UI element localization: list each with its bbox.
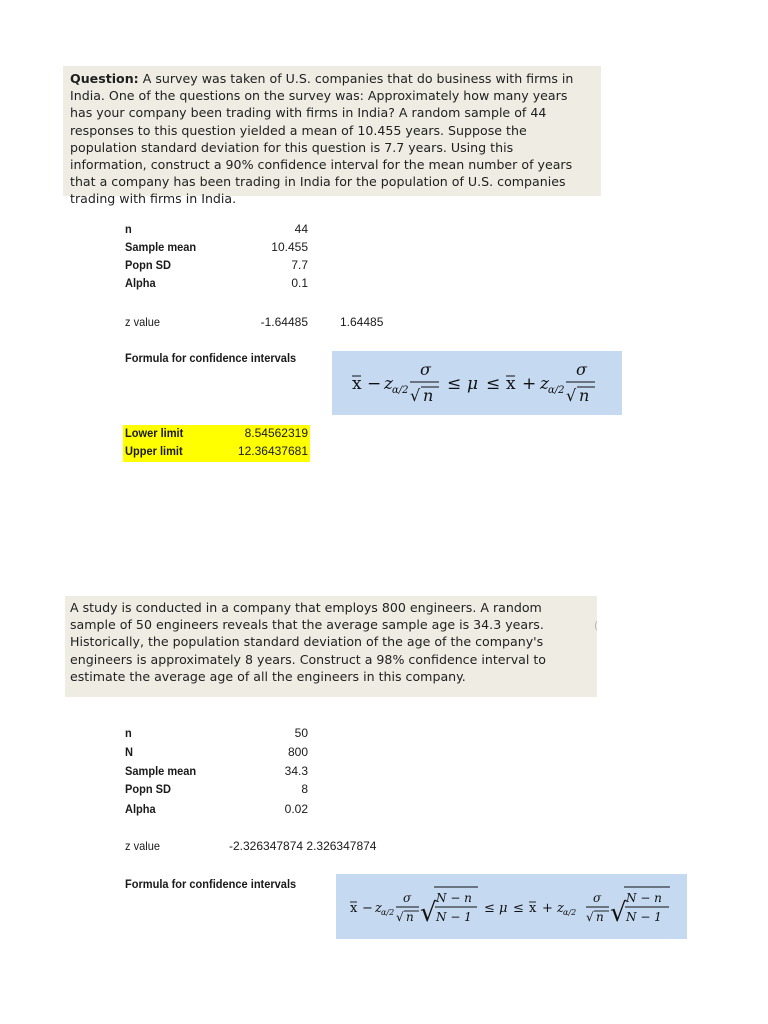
svg-text:μ: μ [499,901,508,916]
svg-text:√: √ [396,910,404,924]
svg-text:μ: μ [467,374,479,394]
lower-limit-value: 8.54562319 [244,426,308,440]
row-popn-sd-label: Popn SD [125,782,171,796]
formula-2-image [336,874,687,939]
svg-text:√: √ [410,386,421,405]
svg-text:n: n [596,910,604,924]
question-1-box [63,66,601,207]
svg-text:σ: σ [403,891,412,905]
row-n-label: n [125,726,132,740]
svg-text:√: √ [566,386,577,405]
row-n-value: 44 [294,222,308,236]
svg-text:n: n [579,386,590,405]
svg-text:N − n: N − n [626,891,662,905]
z-values: -2.326347874 2.326347874 [229,839,377,853]
upper-limit-label: Upper limit [125,444,183,458]
row-population-n-label: N [125,745,133,759]
z-value-label: z value [125,839,160,853]
svg-text:n: n [423,386,434,405]
svg-text:+: + [542,901,553,916]
row-n-label: n [125,222,132,236]
svg-text:x: x [350,901,358,916]
row-sample-mean-label: Sample mean [125,764,197,778]
svg-text:σ: σ [420,360,431,379]
svg-text:α/2: α/2 [381,908,395,917]
row-alpha-label: Alpha [125,276,156,290]
svg-text:α/2: α/2 [392,385,409,396]
svg-text:z: z [384,374,393,394]
z-value-label: z value [125,315,160,329]
z-value-upper: 1.64485 [340,315,384,329]
svg-text:x: x [352,374,362,394]
row-alpha-value: 0.02 [284,802,308,816]
svg-text:N − n: N − n [436,891,472,905]
svg-text:x: x [529,901,537,916]
lower-limit-label: Lower limit [125,426,184,440]
row-sample-mean-value: 34.3 [284,764,308,778]
row-n-value: 50 [294,726,308,740]
clipped-character: ( [594,619,599,632]
svg-text:z: z [540,374,549,394]
row-popn-sd-value: 7.7 [291,258,308,272]
svg-text:−: − [362,901,373,916]
question-1-text: A survey was taken of U.S. companies that do business with firms in India. One of the questions on the survey was: Approximately how many years has your company been trading with firms in India? A random sample of 44 responses to this question yielded a mean of 10.455 years. Suppose the population standard deviation for this question is 7.7 years. Using this information, construct a 90% confidence interval for the mean number of years that a company has been trading in India for the population of U.S. companies trading with firms in India. [70,71,574,207]
svg-text:+: + [522,374,537,394]
svg-text:N − 1: N − 1 [626,910,662,924]
formula-label: Formula for confidence intervals [125,877,297,891]
z-value-lower: -1.64485 [260,315,308,329]
row-popn-sd-value: 8 [301,782,308,796]
row-sample-mean-label: Sample mean [125,240,197,254]
svg-text:σ: σ [593,891,602,905]
row-alpha-label: Alpha [125,802,156,816]
svg-text:√: √ [586,910,594,924]
question-2-text: A study is conducted in a company that employs 800 engineers. A random sample of 50 engineers reveals that the average sample age is 34.3 years. Historically, the population standard deviation of the age of the company's engineers is approximately 8 years. Construct a 98% confidence interval to estimate the average age of all the engineers in this company. [70,600,547,684]
row-popn-sd-label: Popn SD [125,258,171,272]
row-alpha-value: 0.1 [291,276,308,290]
svg-text:α/2: α/2 [563,908,577,917]
svg-text:z: z [557,901,564,916]
row-sample-mean-value: 10.455 [271,240,308,254]
svg-text:√: √ [610,898,627,928]
question-label: Question: [70,71,139,86]
svg-text:−: − [367,374,382,394]
svg-text:≤: ≤ [513,901,524,916]
svg-text:≤: ≤ [447,374,462,394]
svg-text:√: √ [420,898,437,928]
svg-text:z: z [375,901,382,916]
svg-text:≤: ≤ [486,374,501,394]
question-2-box [65,596,597,697]
svg-text:σ: σ [576,360,587,379]
svg-text:x: x [506,374,516,394]
svg-text:N − 1: N − 1 [436,910,472,924]
formula-1-image [332,351,622,415]
row-population-n-value: 800 [287,745,308,759]
svg-text:α/2: α/2 [548,385,565,396]
svg-text:n: n [406,910,414,924]
formula-label: Formula for confidence intervals [125,351,297,365]
svg-text:≤: ≤ [484,901,495,916]
upper-limit-value: 12.36437681 [237,444,308,458]
